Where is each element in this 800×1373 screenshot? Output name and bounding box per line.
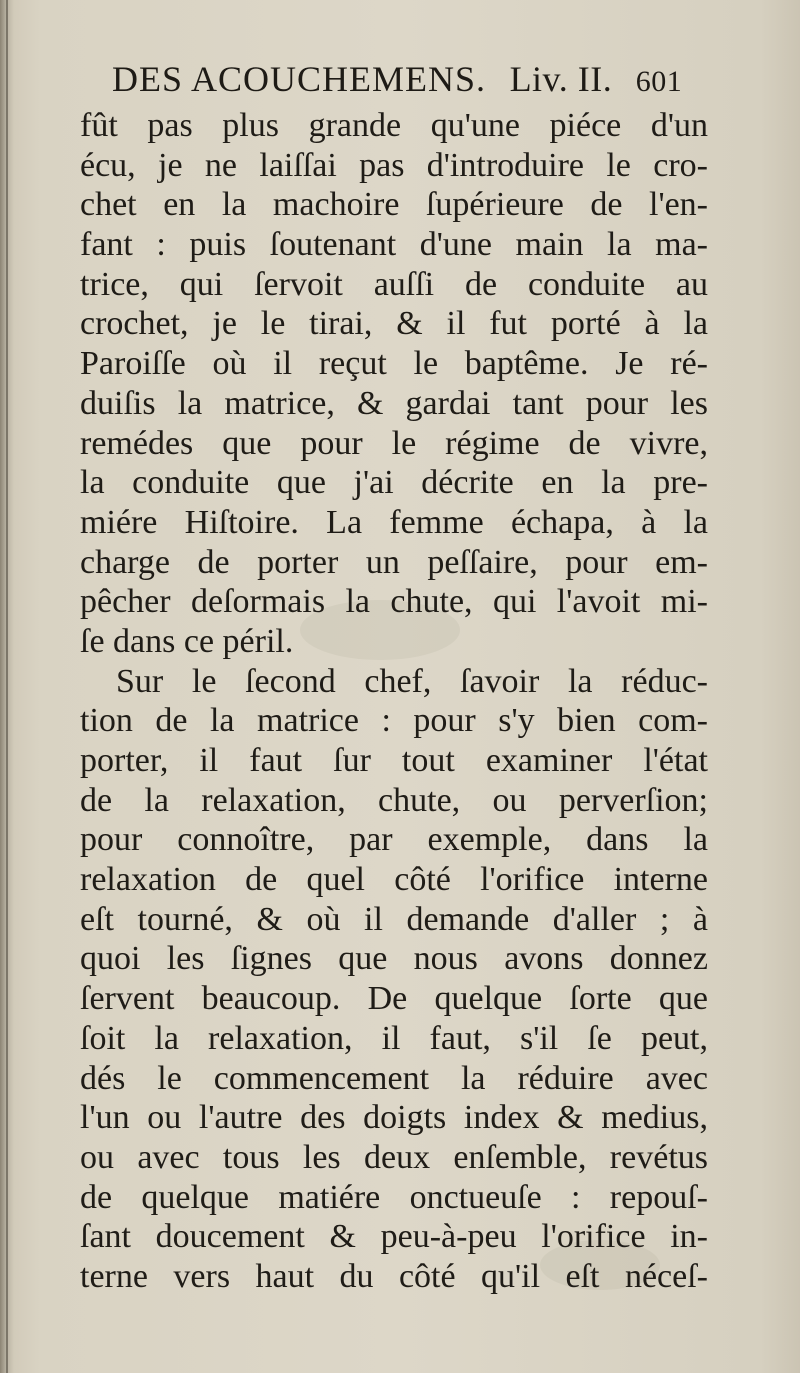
text-line: ou avec tous les deux enſemble, revétus xyxy=(80,1138,708,1176)
text-line: quoi les ſignes que nous avons donnez xyxy=(80,940,708,978)
running-head-title: DES ACOUCHEMENS. xyxy=(112,59,487,99)
text-line: crochet, je le tirai, & il fut porté à la xyxy=(80,305,708,343)
body-text xyxy=(80,106,708,1297)
text-line: tion de la matrice : pour s'y bien com- xyxy=(80,702,708,740)
running-head-book: Liv. II. xyxy=(509,59,613,99)
text-line: ſe dans ce péril. xyxy=(80,622,294,660)
running-head xyxy=(112,58,712,104)
text-line: pêcher deſormais la chute, qui l'avoit mi- xyxy=(80,583,708,621)
text-line: écu, je ne laiſſai pas d'introduire le cro- xyxy=(80,146,708,184)
gutter-shadow xyxy=(6,0,8,1373)
text-line: relaxation de quel côté l'orifice interne xyxy=(80,861,708,899)
text-line: miére Hiſtoire. La femme échapa, à la xyxy=(80,503,708,541)
text-line: chet en la machoire ſupérieure de l'en- xyxy=(80,186,708,224)
text-line: dés le commencement la réduire avec xyxy=(80,1059,708,1097)
text-line: trice, qui ſervoit auſſi de conduite au xyxy=(80,265,708,303)
text-line: charge de porter un peſſaire, pour em- xyxy=(80,543,708,581)
text-line: porter, il faut ſur tout examiner l'état xyxy=(80,742,708,779)
text-line: eſt tourné, & où il demande d'aller ; à xyxy=(80,900,708,938)
text-line: remédes que pour le régime de vivre, xyxy=(80,424,708,462)
text-line: l'un ou l'autre des doigts index & medius, xyxy=(80,1099,708,1137)
text-line: duiſis la matrice, & gardai tant pour les xyxy=(80,384,708,422)
text-line: la conduite que j'ai décrite en la pre- xyxy=(80,464,708,502)
page-number: 601 xyxy=(635,65,683,98)
text-line: de quelque matiére onctueuſe : repouſ- xyxy=(80,1178,708,1216)
text-line: fût pas plus grande qu'une piéce d'un xyxy=(80,107,708,144)
text-line: pour connoître, par exemple, dans la xyxy=(80,821,708,859)
text-line: de la relaxation, chute, ou perverſion; xyxy=(80,781,708,819)
text-line: ſoit la relaxation, il faut, s'il ſe peut, xyxy=(80,1019,708,1057)
text-line: Paroiſſe où il reçut le baptême. Je ré- xyxy=(80,345,708,383)
text-line: ſant doucement & peu-à-peu l'orifice in- xyxy=(80,1218,708,1256)
text-line: Sur le ſecond chef, ſavoir la réduc- xyxy=(116,662,708,700)
text-line: terne vers haut du côté qu'il eſt néceſ- xyxy=(80,1257,708,1295)
text-line: ſervent beaucoup. De quelque ſorte que xyxy=(80,980,708,1018)
text-line: fant : puis ſoutenant d'une main la ma- xyxy=(80,226,708,264)
